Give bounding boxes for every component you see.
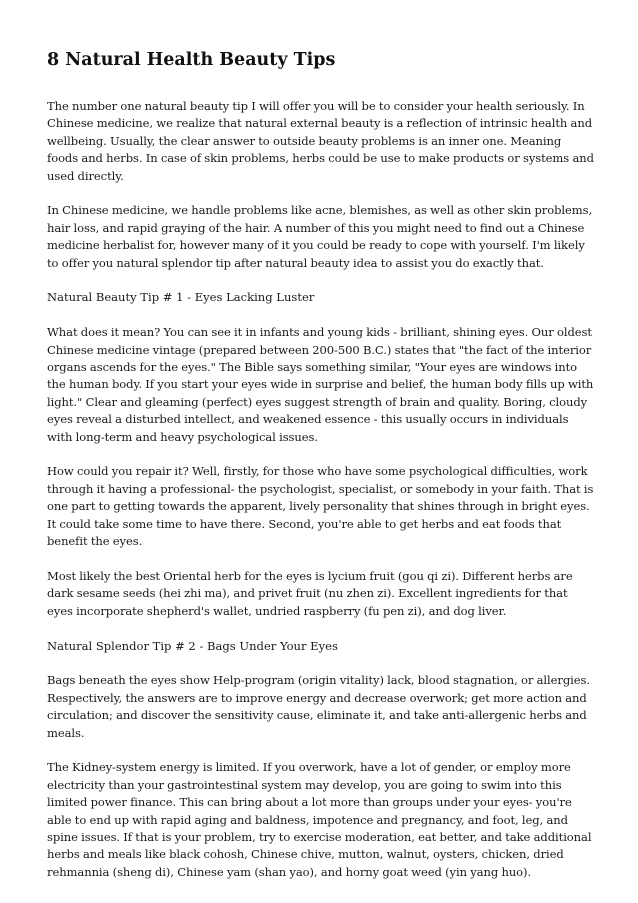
paragraph-tip-1-meaning: What does it mean? You can see it in infants and young kids - brilliant, shining eyes. Our oldest Chinese medicine vintage (prepared between 200-500 B.C.) states that "the fact of the interior organs ascends for the eyes." The Bible says something similar, "Your eyes are windows into the human body. If you start your eyes wide in surprise and belief, the human body fills up with light." Clear and gleaming (perfect) eyes suggest strength of brain and quality. Boring, cloudy eyes reveal a disturbed intellect, and weakened essence - this usually occurs in individuals with long-term and heavy psychological issues.	[47, 325, 594, 444]
paragraph-tip-2-bags: Bags beneath the eyes show Help-program (origin vitality) lack, blood stagnation, or allergies. Respectively, the answers are to improve energy and decrease overwork; get more action and circulation; and discover the sensitivity cause, eliminate it, and take anti-allergenic herbs and meals.	[47, 673, 590, 740]
document-page	[47, 48, 595, 899]
paragraph-intro: The number one natural beauty tip I will offer you will be to consider your health seriously. In Chinese medicine, we realize that natural external beauty is a reflection of intrinsic health and wellbeing. Usually, the clear answer to outside beauty problems is an inner one. Meaning foods and herbs. In case of skin problems, herbs could be use to make products or systems and used directly.	[47, 99, 594, 183]
paragraph-tip-1-herbs: Most likely the best Oriental herb for the eyes is lycium fruit (gou qi zi). Different herbs are dark sesame seeds (hei zhi ma), and privet fruit (nu zhen zi). Excellent ingredients for that eyes incorporate shepherd's wallet, undried raspberry (fu pen zi), and dog liver.	[47, 568, 573, 618]
paragraph-chinese-medicine: In Chinese medicine, we handle problems like acne, blemishes, as well as other skin problems, hair loss, and rapid graying of the hair. A number of this you might need to find out a Chinese medicine herbalist for, however many of it you could be ready to cope with yourself. I'm likely to offer you natural splendor tip after natural beauty idea to assist you do exactly that.	[47, 203, 593, 270]
section-heading-tip-1: Natural Beauty Tip # 1 - Eyes Lacking Luster	[47, 290, 315, 305]
paragraph-tip-2-kidney: The Kidney-system energy is limited. If you overwork, have a lot of gender, or employ more electricity than your gastrointestinal system may develop, you are going to swim into this limited power finance. This can bring about a lot more than groups under your eyes- you're able to end up with rapid aging and baldness, impotence and pregnancy, and foot, leg, and spine issues. If that is your problem, try to exercise moderation, eat better, and take additional herbs and meals like black cohosh, Chinese chive, mutton, walnut, oysters, chicken, dried rehmannia (sheng di), Chinese yam (shan yao), and horny goat weed (yin yang huo).	[47, 760, 592, 879]
paragraph-tip-1-repair: How could you repair it? Well, firstly, for those who have some psychological difficulties, work through it having a professional- the psychologist, specialist, or somebody in your faith. That is one part to getting towards the apparent, lively personality that shines through in bright eyes. It could take some time to have there. Second, you're able to get herbs and eat foods that benefit the eyes.	[47, 464, 594, 549]
page-title: 8 Natural Health Beauty Tips	[47, 50, 336, 70]
section-heading-tip-2: Natural Splendor Tip # 2 - Bags Under Your Eyes	[47, 638, 338, 653]
